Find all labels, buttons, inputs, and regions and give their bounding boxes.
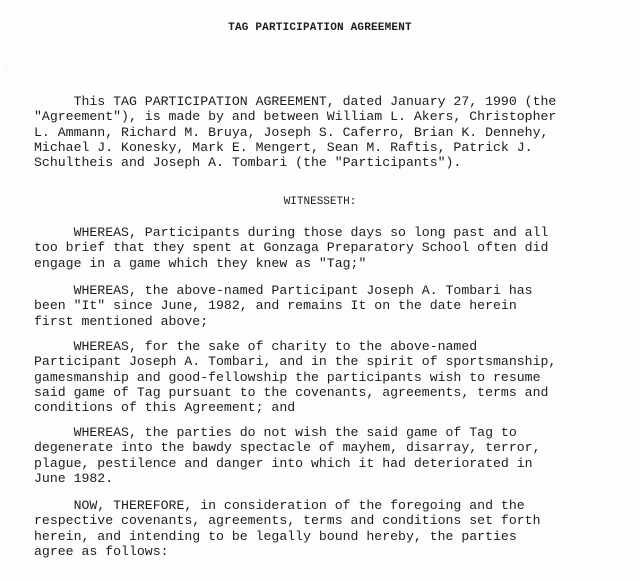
paragraph-line: first mentioned above;	[34, 313, 209, 329]
witnesseth-heading: WITNESSETH:	[283, 196, 357, 208]
paragraph-line: WHEREAS, Participants during those days so long past and all	[34, 225, 549, 240]
paragraph-line: engage in a game which they knew as "Tag;"	[34, 255, 367, 271]
whereas-paragraph-3	[34, 339, 614, 415]
paragraph-line: June 1982.	[34, 470, 114, 486]
now-therefore-paragraph	[34, 498, 614, 559]
paragraph-line: conditions of this Agreement; and	[34, 400, 296, 416]
paragraph-line: WHEREAS, the above-named Participant Joseph A. Tombari has	[34, 283, 533, 298]
paragraph-line: "Agreement"), is made by and between William L. Akers, Christopher	[34, 109, 557, 125]
paragraph-line: herein, and intending to be legally bound hereby, the parties	[34, 528, 517, 544]
paragraph-line: too brief that they spent at Gonzaga Preparatory School often did	[34, 240, 549, 256]
whereas-paragraph-2	[34, 283, 614, 329]
paragraph-line: WHEREAS, the parties do not wish the said game of Tag to	[34, 425, 517, 440]
paragraph-line: gamesmanship and good-fellowship the participants wish to resume	[34, 369, 541, 385]
paragraph-line: This TAG PARTICIPATION AGREEMENT, dated January 27, 1990 (the	[34, 94, 557, 109]
paragraph-line: Michael J. Konesky, Mark E. Mengert, Sean M. Raftis, Patrick J.	[34, 139, 533, 155]
document-title: TAG PARTICIPATION AGREEMENT	[228, 22, 412, 34]
paragraph-line: NOW, THEREFORE, in consideration of the foregoing and the	[34, 498, 525, 513]
paragraph-line: Participant Joseph A. Tombari, and in the spirit of sportsmanship,	[34, 354, 557, 370]
paragraph-line: been "It" since June, 1982, and remains It on the date herein	[34, 298, 517, 314]
paragraph-line: plague, pestilence and danger into which it had deteriorated in	[34, 455, 533, 471]
paragraph-line: agree as follows:	[34, 543, 169, 559]
paragraph-line: L. Ammann, Richard M. Bruya, Joseph S. Caferro, Brian K. Dennehy,	[34, 124, 549, 140]
preamble-paragraph	[34, 94, 614, 170]
paragraph-line: Schultheis and Joseph A. Tombari (the "Participants").	[34, 155, 462, 171]
faint-artifact-mark: ·	[4, 62, 11, 73]
paragraph-line: WHEREAS, for the sake of charity to the above-named	[34, 339, 478, 354]
paragraph-line: degenerate into the bawdy spectacle of mayhem, disarray, terror,	[34, 440, 541, 456]
paragraph-line: respective covenants, agreements, terms and conditions set forth	[34, 513, 541, 529]
whereas-paragraph-4	[34, 425, 614, 486]
paragraph-line: said game of Tag pursuant to the covenants, agreements, terms and	[34, 384, 549, 400]
whereas-paragraph-1	[34, 225, 614, 271]
